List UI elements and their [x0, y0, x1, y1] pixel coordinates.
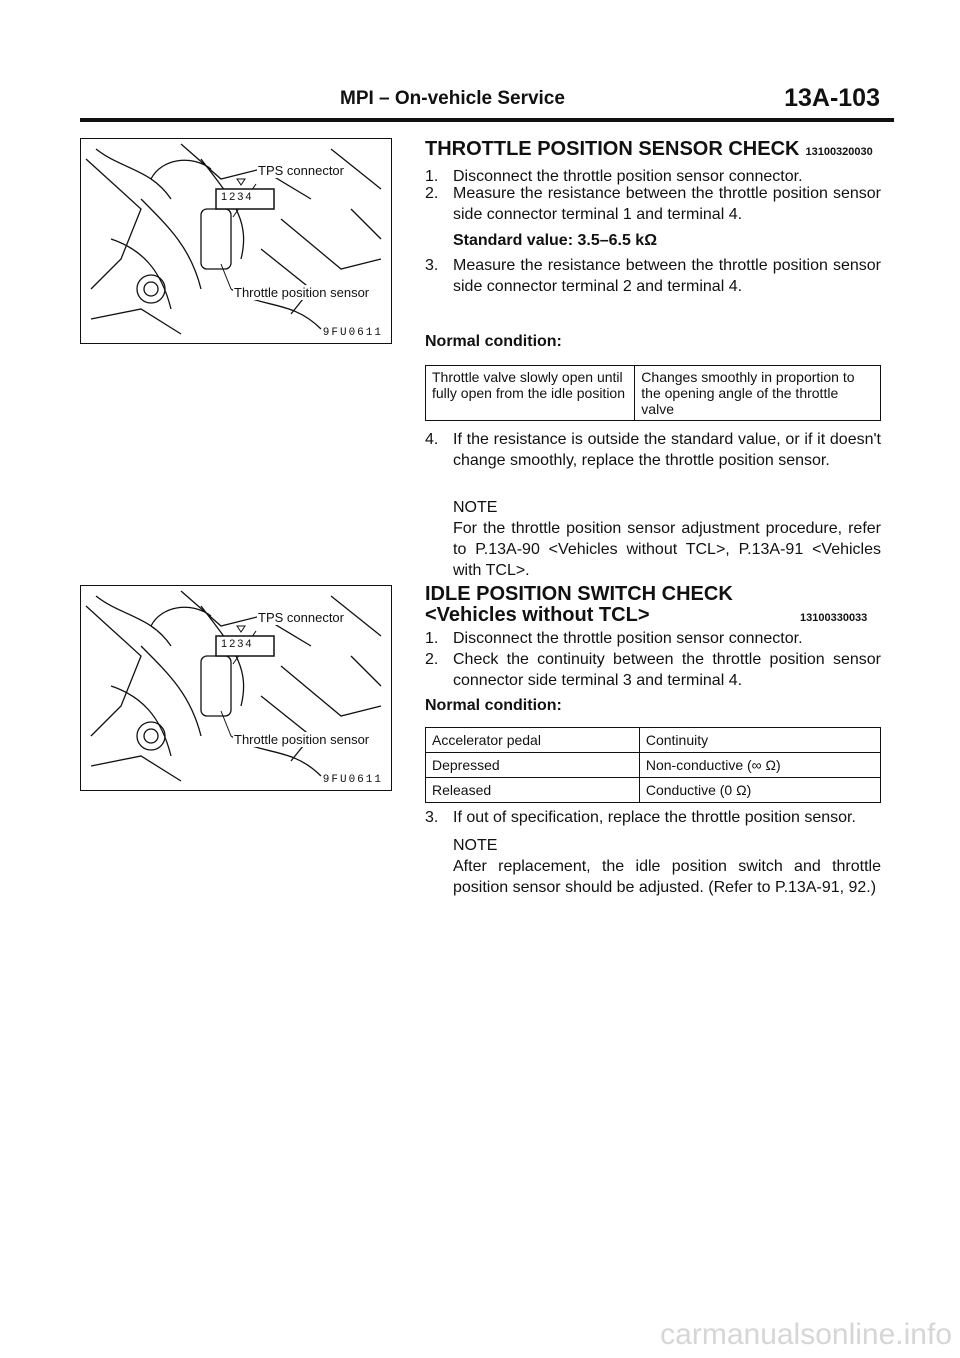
- table-cell: Throttle valve slowly open until fully open from the idle position: [426, 366, 635, 421]
- tps-step-1: 1. Disconnect the throttle position sensor connector.: [425, 168, 803, 185]
- tps-condition-table: [425, 365, 881, 421]
- idle-step-3: 3. If out of specification, replace the throttle position sensor.: [425, 809, 856, 826]
- table-cell: Depressed: [426, 753, 640, 778]
- idle-condition-table: [425, 727, 881, 803]
- idle-check-title: IDLE POSITION SWITCH CHECK: [425, 583, 733, 605]
- idle-note-text: After replacement, the idle position switch and throttle position sensor should be adjusted. (Refer to P.13A-91, 92.): [453, 858, 881, 896]
- tps-check-heading: [425, 138, 873, 161]
- header-rule: [80, 118, 894, 122]
- table-cell: Accelerator pedal: [426, 728, 640, 753]
- tps-connector-label: TPS connector: [258, 610, 344, 625]
- figure-code: 9FU0611: [322, 774, 383, 786]
- tps-sensor-label: Throttle position sensor: [234, 732, 370, 747]
- table-row: [426, 728, 881, 753]
- tps-connector-label: TPS connector: [258, 163, 344, 178]
- tps-step-3: 3. Measure the resistance between the throttle position sensor side connector terminal 2 and terminal 4.: [425, 257, 881, 295]
- table-row: [426, 366, 881, 421]
- table-row: [426, 753, 881, 778]
- tps-note-label: NOTE: [453, 499, 498, 516]
- tps-check-ref: 13100320030: [805, 146, 873, 158]
- table-row: [426, 778, 881, 803]
- engine-illustration-2: [81, 586, 392, 791]
- table-cell: Released: [426, 778, 640, 803]
- tps-note-text: For the throttle position sensor adjustment procedure, refer to P.13A-90 <Vehicles without TCL>, P.13A-91 <Vehicles with TCL>.: [453, 520, 881, 579]
- idle-normal-condition: Normal condition:: [425, 697, 562, 714]
- tps-step-4: 4. If the resistance is outside the standard value, or if it doesn't change smoothly, replace the throttle position sensor.: [425, 431, 881, 469]
- table-cell: Changes smoothly in proportion to the opening angle of the throttle valve: [635, 366, 881, 421]
- tps-check-title: THROTTLE POSITION SENSOR CHECK: [425, 138, 800, 160]
- tps-normal-condition: Normal condition:: [425, 333, 562, 350]
- tps-figure-1: [80, 138, 392, 344]
- standard-value: Standard value: 3.5–6.5 kΩ: [453, 232, 658, 249]
- idle-step-1: 1. Disconnect the throttle position sensor connector.: [425, 630, 803, 647]
- idle-note-label: NOTE: [453, 837, 498, 854]
- table-cell: Conductive (0 Ω): [639, 778, 880, 803]
- connector-pins: 1234: [221, 191, 254, 203]
- table-cell: Continuity: [639, 728, 880, 753]
- watermark: carmanualsonline.info: [660, 1318, 952, 1351]
- figure-code: 9FU0611: [322, 327, 383, 339]
- idle-check-ref: 13100330033: [800, 612, 868, 624]
- page-number: 13A-103: [784, 84, 880, 112]
- idle-step-2: 2. Check the continuity between the throttle position sensor connector side terminal 3 and terminal 4.: [425, 651, 881, 689]
- connector-pins: 1234: [221, 638, 254, 650]
- tps-step-2: 2. Measure the resistance between the throttle position sensor side connector terminal 1 and terminal 4.: [425, 185, 881, 223]
- table-cell: Non-conductive (∞ Ω): [639, 753, 880, 778]
- tps-figure-2: [80, 585, 392, 791]
- engine-illustration-1: [81, 139, 392, 344]
- section-title: MPI – On-vehicle Service: [340, 88, 565, 109]
- tps-sensor-label: Throttle position sensor: [234, 285, 370, 300]
- idle-check-subtitle: <Vehicles without TCL>: [425, 604, 650, 626]
